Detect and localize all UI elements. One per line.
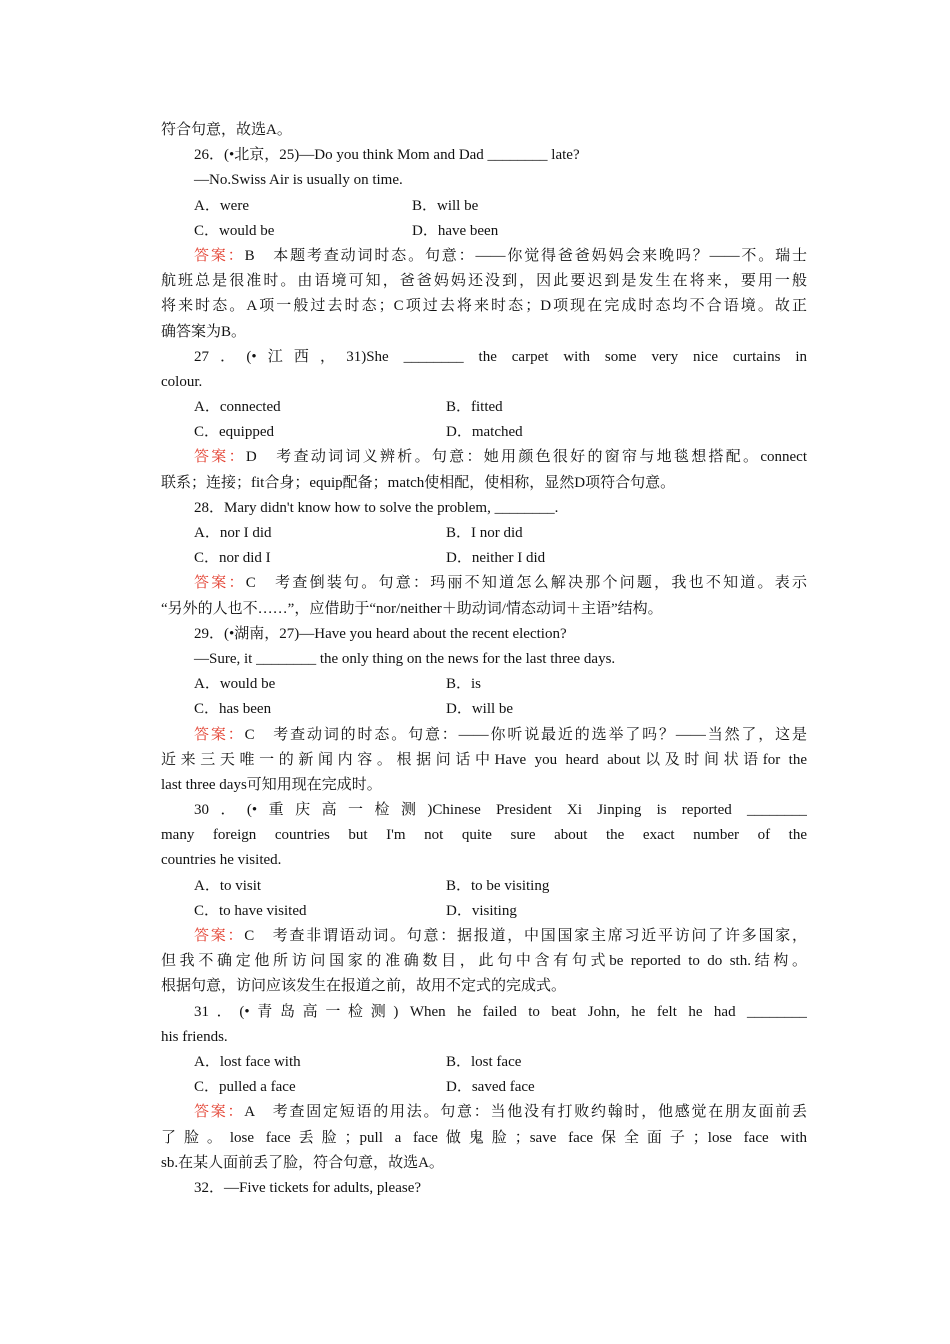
question-30-stem-cont: many foreign countries but I'm not quite sure about the exact number of the [161,827,807,844]
option-c: C．pulled a face [194,1079,296,1096]
text-line: 符合句意，故选A。 [161,122,292,138]
question-27-stem: 27．(•江西，31)She ________ the carpet with some very nice curtains in [194,348,807,365]
answer-text-line: 航班总是很准时。由语境可知，爸爸妈妈还没到，因此要迟到是发生在将来，要用一般 [161,273,807,290]
answer-text: B 本题考查动词时态。句意：——你觉得爸爸妈妈会来晚吗？——不。瑞士 [244,247,807,264]
answer-text: A 考查固定短语的用法。句意：当他没有打败约翰时，他感觉在朋友面前丢 [244,1104,807,1121]
answer-text-line: 了脸。lose face丢脸；pull a face做鬼脸；save face保全面子；lose face with [161,1129,807,1146]
answer-label: 答案： [194,575,246,592]
question-26-options-row-2 [161,219,807,244]
option-c: C．would be [194,222,275,239]
option-b: B．will be [412,197,479,214]
answer-label: 答案： [194,449,246,466]
question-27-answer [161,445,807,470]
question-27-options-row-1 [161,395,807,420]
option-c: C．has been [194,701,272,718]
option-a: A．to visit [194,877,262,894]
question-30-stem-cont: countries he visited. [161,852,282,869]
answer-text-line: 确答案为B。 [161,323,247,340]
question-32-stem: 32．—Five tickets for adults, please? [194,1179,422,1196]
question-31-options-row-2 [161,1075,807,1100]
answer-text: C 考查倒装句。句意：玛丽不知道怎么解决那个问题，我也不知道。表示 [245,575,807,592]
question-31-stem-cont: his friends. [161,1028,228,1045]
question-29-options-row-2 [161,697,807,722]
option-b: B．to be visiting [446,877,550,894]
answer-text: C 考查动词的时态。句意：——你听说最近的选举了吗？——当然了，这是 [244,726,807,743]
question-26-stem: 26．(•北京，25)—Do you think Mom and Dad ________ late? [194,147,580,164]
answer-label: 答案： [194,247,245,264]
answer-label: 答案： [194,928,245,944]
question-31-options-row-1 [161,1050,807,1075]
question-26-options-row-1 [161,194,807,219]
question-28-options-row-1 [161,521,807,546]
answer-text-line: 近来三天唯一的新闻内容。根据问话中Have you heard about以及时间状语for the [161,751,807,768]
question-31-answer [161,1100,807,1125]
exercise-text [161,118,807,1201]
answer-text-line: 根据句意，访问应该发生在报道之前，故用不定式的完成式。 [161,978,567,995]
answer-text-line: last three days可知用现在完成时。 [161,776,382,793]
option-c: C．nor did I [194,550,271,567]
question-29-answer [161,723,807,748]
option-d: D．will be [446,701,514,718]
question-30-stem: 30．(•重庆高一检测)Chinese President Xi Jinping is reported ________ [194,802,807,819]
question-26-answer [161,244,807,269]
answer-label: 答案： [194,726,245,743]
option-b: B．is [446,676,482,693]
question-30-options-row-1 [161,874,807,899]
option-d: D．neither I did [446,550,546,567]
question-28-options-row-2 [161,546,807,571]
answer-text-line: 将来时态。A项一般过去时态；C项过去将来时态；D项现在完成时态均不合语境。故正 [161,298,807,315]
option-b: B．fitted [446,399,503,416]
answer-text: D 考查动词词义辨析。句意：她用颜色很好的窗帘与地毯想搭配。connect [245,449,807,466]
option-d: D．visiting [446,902,517,919]
option-a: A．were [194,197,249,214]
option-c: C．to have visited [194,902,307,919]
question-27-stem-cont: colour. [161,373,203,390]
question-29-stem: 29．(•湖南，27)—Have you heard about the recent election? [194,625,567,642]
question-29-options-row-1 [161,672,807,697]
option-d: D．saved face [446,1079,535,1096]
question-28-answer [161,571,807,596]
question-30-options-row-2 [161,899,807,924]
option-a: A．would be [194,676,276,693]
option-a: A．connected [194,399,281,416]
option-d: D．have been [412,222,499,239]
question-27-options-row-2 [161,420,807,445]
option-a: A．lost face with [194,1053,301,1070]
option-b: B．lost face [446,1053,522,1070]
answer-text-line: 联系；连接；fit合身；equip配备；match使相配，使相称，显然D项符合句意。 [161,474,676,491]
question-30-answer [161,924,807,949]
answer-text-line: “另外的人也不……”，应借助于“nor/neither＋助动词/情态动词＋主语”结构。 [161,600,663,617]
answer-text-line: 但我不确定他所访问国家的准确数目，此句中含有句式be reported to do sth.结构。 [161,953,807,970]
question-26-reply: —No.Swiss Air is usually on time. [194,172,403,189]
question-31-stem: 31．(•青岛高一检测) When he failed to beat John, he felt he had ________ [194,1003,807,1020]
option-b: B．I nor did [446,525,523,541]
question-29-reply: —Sure, it ________ the only thing on the news for the last three days. [194,650,616,667]
question-28-stem: 28．Mary didn't know how to solve the problem, ________. [194,499,559,516]
option-d: D．matched [446,424,523,441]
answer-label: 答案： [194,1104,245,1121]
option-a: A．nor I did [194,525,272,541]
option-c: C．equipped [194,424,274,441]
answer-text-line: sb.在某人面前丢了脸，符合句意，故选A。 [161,1154,444,1171]
answer-text: C 考查非谓语动词。句意：据报道，中国国家主席习近平访问了许多国家， [244,928,807,944]
